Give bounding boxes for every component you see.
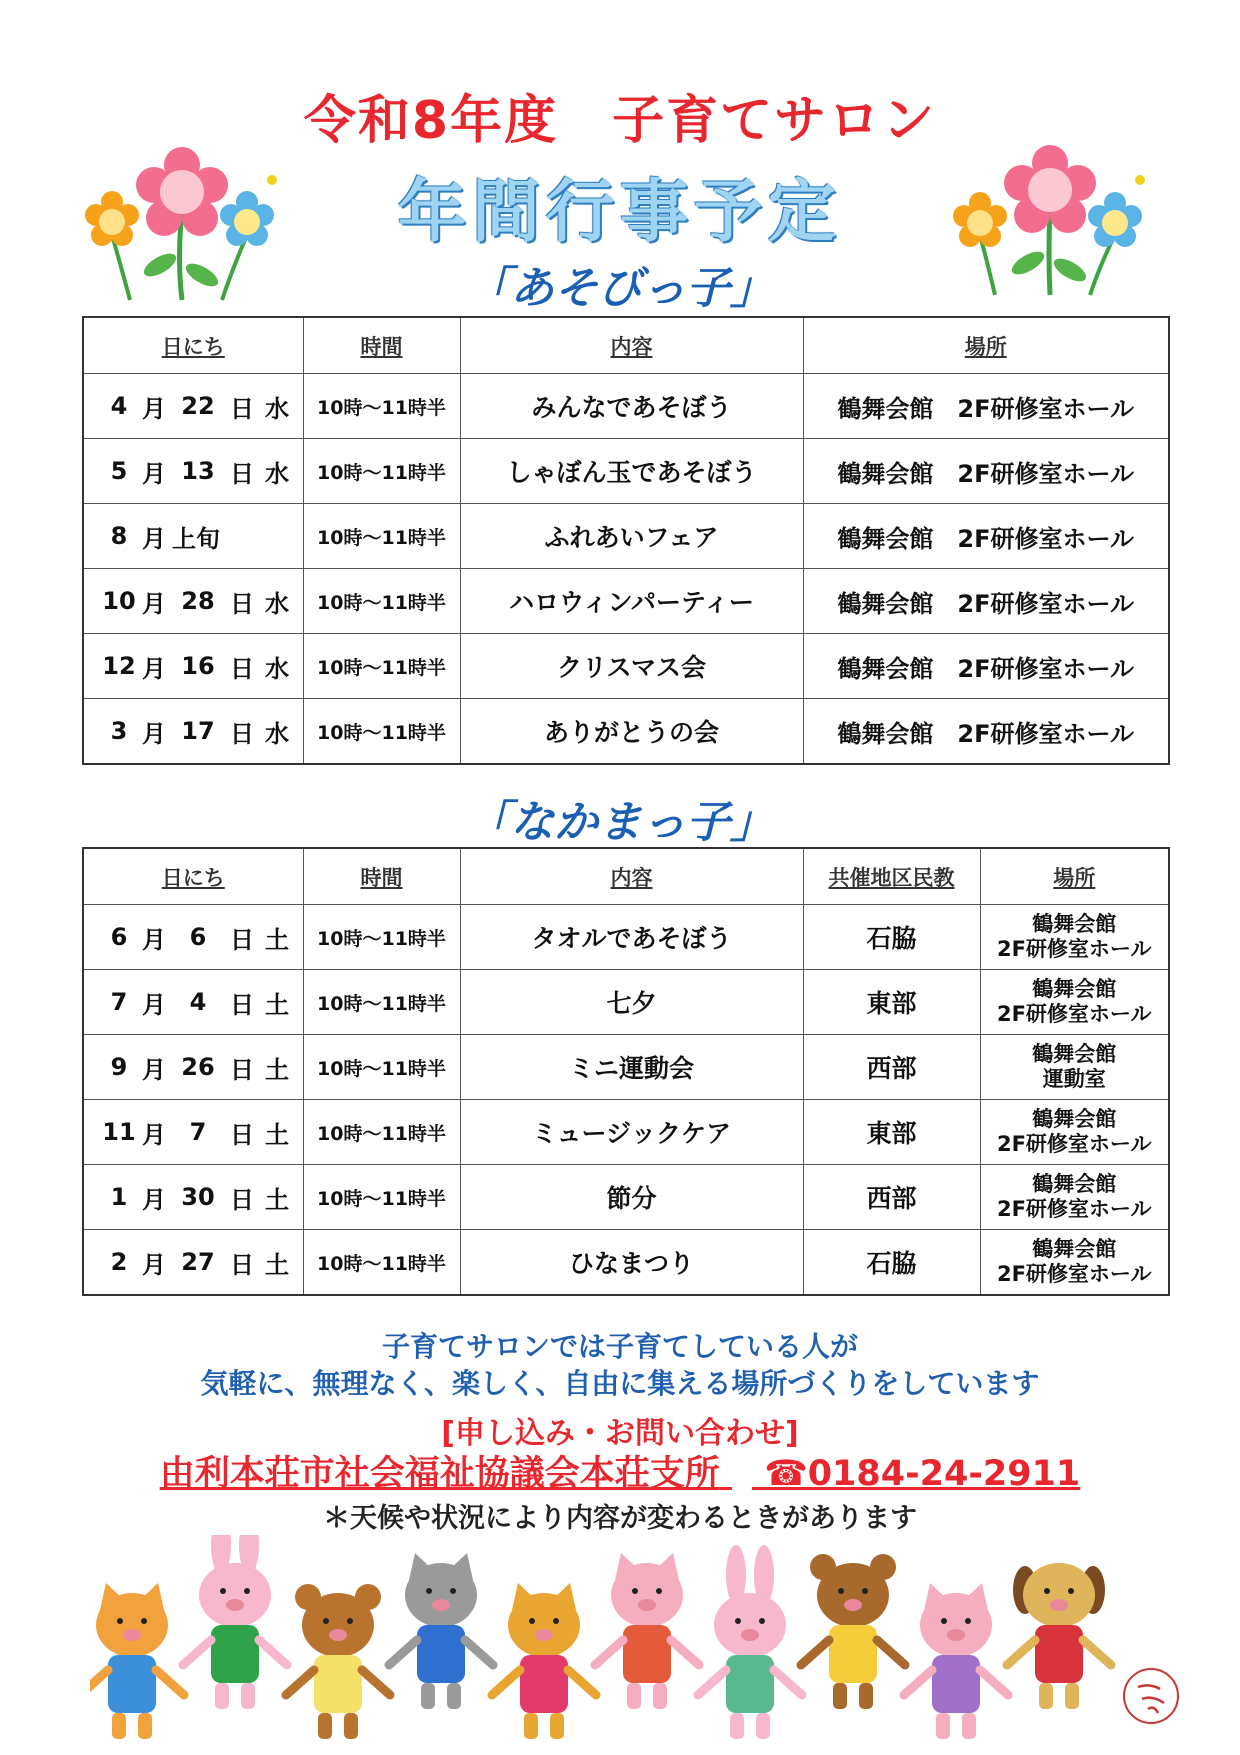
time-cell: 10時～11時半 — [303, 1035, 460, 1100]
place-line: 鶴舞会館 — [1032, 977, 1117, 1001]
date-cell — [83, 905, 303, 970]
date-cell — [83, 970, 303, 1035]
month: 12 — [102, 652, 136, 680]
content-cell: ふれあいフェア — [460, 504, 803, 569]
table-row — [83, 699, 1169, 765]
column-header: 内容 — [460, 317, 803, 374]
district-cell: 東部 — [803, 970, 980, 1035]
contact-organization: 由利本荘市社会福祉協議会本荘支所 — [159, 1454, 720, 1494]
place-line: 運動室 — [1042, 1067, 1106, 1091]
table-row — [83, 1035, 1169, 1100]
animal-figure — [492, 1583, 596, 1739]
content-cell: ひなまつり — [460, 1230, 803, 1296]
month-unit: 月 — [142, 654, 166, 683]
stamp-seal-icon — [1120, 1665, 1182, 1727]
month-unit: 月 — [142, 1120, 166, 1149]
day: 17 — [181, 717, 215, 745]
place-cell — [980, 970, 1169, 1035]
day: 28 — [181, 587, 215, 615]
district-cell: 西部 — [803, 1035, 980, 1100]
column-header: 場所 — [980, 848, 1169, 905]
weekday: 水 — [265, 459, 289, 488]
place-line: 2F研修室ホール — [996, 937, 1152, 961]
place-cell: 鶴舞会館 2F研修室ホール — [803, 374, 1169, 439]
table-header-row — [83, 317, 1169, 374]
month: 4 — [110, 392, 128, 420]
page-title: 令和8年度 子育てサロン — [303, 91, 937, 151]
content-cell: ありがとうの会 — [460, 699, 803, 765]
section-heading-nakamakko: 「なかまっ子」 — [466, 797, 774, 848]
date-cell — [83, 1230, 303, 1296]
time-cell: 10時～11時半 — [303, 634, 460, 699]
column-header: 日にち — [83, 848, 303, 905]
date-cell — [83, 439, 303, 504]
day: 6 — [189, 923, 207, 951]
content-cell: 七夕 — [460, 970, 803, 1035]
table-header-row — [83, 848, 1169, 905]
day: 4 — [189, 988, 207, 1016]
column-header: 時間 — [303, 848, 460, 905]
place-line: 鶴舞会館 — [1032, 1172, 1117, 1196]
day-unit: 日 — [230, 654, 254, 683]
day-unit: 日 — [230, 925, 254, 954]
day-unit: 日 — [230, 459, 254, 488]
time-cell: 10時～11時半 — [303, 1230, 460, 1296]
district-cell: 西部 — [803, 1165, 980, 1230]
place-cell: 鶴舞会館 2F研修室ホール — [803, 504, 1169, 569]
month: 9 — [110, 1053, 128, 1081]
month: 11 — [102, 1118, 136, 1146]
district-cell: 石脇 — [803, 905, 980, 970]
column-header: 場所 — [803, 317, 1169, 374]
date-cell — [83, 1035, 303, 1100]
day: 30 — [181, 1183, 215, 1211]
day-unit: 日 — [230, 990, 254, 1019]
month-unit: 月 — [142, 394, 166, 423]
schedule-table-asobikko — [82, 316, 1170, 765]
month: 5 — [110, 457, 128, 485]
month-unit: 月 — [142, 1250, 166, 1279]
place-cell: 鶴舞会館 2F研修室ホール — [803, 439, 1169, 504]
district-cell: 石脇 — [803, 1230, 980, 1296]
content-cell: ミュージックケア — [460, 1100, 803, 1165]
place-line: 鶴舞会館 — [1032, 912, 1117, 936]
animal-figure — [698, 1545, 802, 1739]
content-cell: タオルであそぼう — [460, 905, 803, 970]
time-cell: 10時～11時半 — [303, 905, 460, 970]
table-row — [83, 439, 1169, 504]
weekday: 土 — [265, 925, 289, 954]
month-unit: 月 — [142, 990, 166, 1019]
content-cell: 節分 — [460, 1165, 803, 1230]
day: 7 — [189, 1118, 207, 1146]
district-cell: 東部 — [803, 1100, 980, 1165]
contact-phone: ☎0184-24-2911 — [764, 1454, 1081, 1494]
weekday: 土 — [265, 1250, 289, 1279]
place-line: 2F研修室ホール — [996, 1002, 1152, 1026]
day-unit: 日 — [230, 719, 254, 748]
month: 10 — [102, 587, 136, 615]
place-cell — [980, 1035, 1169, 1100]
day: 22 — [181, 392, 215, 420]
contact-heading: [申し込み・お問い合わせ] — [441, 1416, 799, 1451]
date-cell — [83, 1165, 303, 1230]
month-unit: 月 — [142, 589, 166, 618]
animal-figure — [90, 1583, 184, 1739]
day: 26 — [181, 1053, 215, 1081]
time-cell: 10時～11時半 — [303, 504, 460, 569]
footnote: ＊天候や状況により内容が変わるときがあります — [323, 1503, 917, 1534]
animal-parade-icon — [90, 1535, 1170, 1745]
place-cell: 鶴舞会館 2F研修室ホール — [803, 699, 1169, 765]
table-row — [83, 374, 1169, 439]
month: 3 — [110, 717, 128, 745]
animal-figure — [801, 1554, 905, 1709]
section-heading-asobikko: 「あそびっ子」 — [466, 263, 774, 314]
animal-figure — [286, 1584, 390, 1739]
place-cell — [980, 1165, 1169, 1230]
table-row — [83, 569, 1169, 634]
weekday: 水 — [265, 654, 289, 683]
place-cell — [980, 905, 1169, 970]
animal-figure — [904, 1583, 1008, 1739]
date-cell — [83, 634, 303, 699]
table-row — [83, 1165, 1169, 1230]
place-cell — [980, 1100, 1169, 1165]
month-unit: 月 — [142, 524, 166, 553]
schedule-table-nakamakko — [82, 847, 1170, 1296]
table-row — [83, 905, 1169, 970]
content-cell: しゃぼん玉であそぼう — [460, 439, 803, 504]
contact-info — [0, 1446, 1240, 1496]
table-row — [83, 970, 1169, 1035]
page-subtitle: 年間行事予定 — [397, 173, 842, 252]
time-cell: 10時～11時半 — [303, 439, 460, 504]
day-unit: 日 — [230, 1185, 254, 1214]
day-unit: 日 — [230, 589, 254, 618]
animal-figure — [389, 1553, 493, 1709]
message-line: 子育てサロンでは子育てしている人が — [381, 1330, 858, 1363]
date-cell — [83, 699, 303, 765]
day: 16 — [181, 652, 215, 680]
month-unit: 月 — [142, 1185, 166, 1214]
weekday: 水 — [265, 589, 289, 618]
content-cell: ミニ運動会 — [460, 1035, 803, 1100]
month: 7 — [110, 988, 128, 1016]
column-header: 内容 — [460, 848, 803, 905]
month: 6 — [110, 923, 128, 951]
place-line: 鶴舞会館 — [1032, 1107, 1117, 1131]
place-cell: 鶴舞会館 2F研修室ホール — [803, 634, 1169, 699]
weekday: 水 — [265, 719, 289, 748]
weekday: 土 — [265, 1120, 289, 1149]
period: 上旬 — [172, 524, 220, 553]
day: 13 — [181, 457, 215, 485]
weekday: 水 — [265, 394, 289, 423]
date-cell — [83, 569, 303, 634]
month-unit: 月 — [142, 719, 166, 748]
time-cell: 10時～11時半 — [303, 699, 460, 765]
place-line: 鶴舞会館 — [1032, 1237, 1117, 1261]
column-header: 日にち — [83, 317, 303, 374]
weekday: 土 — [265, 1185, 289, 1214]
content-cell: クリスマス会 — [460, 634, 803, 699]
time-cell: 10時～11時半 — [303, 569, 460, 634]
table-row — [83, 1100, 1169, 1165]
animal-figure — [1007, 1563, 1111, 1709]
time-cell: 10時～11時半 — [303, 374, 460, 439]
month: 2 — [110, 1248, 128, 1276]
month-unit: 月 — [142, 925, 166, 954]
place-line: 2F研修室ホール — [996, 1197, 1152, 1221]
content-cell: ハロウィンパーティー — [460, 569, 803, 634]
column-header: 共催地区民教 — [803, 848, 980, 905]
date-cell — [83, 374, 303, 439]
weekday: 土 — [265, 990, 289, 1019]
animal-figure — [183, 1535, 287, 1709]
column-header: 時間 — [303, 317, 460, 374]
month-unit: 月 — [142, 459, 166, 488]
time-cell: 10時～11時半 — [303, 1165, 460, 1230]
place-line: 2F研修室ホール — [996, 1262, 1152, 1286]
place-cell: 鶴舞会館 2F研修室ホール — [803, 569, 1169, 634]
table-row — [83, 1230, 1169, 1296]
day: 27 — [181, 1248, 215, 1276]
day-unit: 日 — [230, 1055, 254, 1084]
place-line: 2F研修室ホール — [996, 1132, 1152, 1156]
day-unit: 日 — [230, 1120, 254, 1149]
month: 8 — [110, 522, 128, 550]
weekday: 土 — [265, 1055, 289, 1084]
table-row — [83, 504, 1169, 569]
time-cell: 10時～11時半 — [303, 1100, 460, 1165]
month: 1 — [110, 1183, 128, 1211]
date-cell — [83, 504, 303, 569]
place-line: 鶴舞会館 — [1032, 1042, 1117, 1066]
animal-figure — [595, 1553, 699, 1709]
content-cell: みんなであそぼう — [460, 374, 803, 439]
time-cell: 10時～11時半 — [303, 970, 460, 1035]
day-unit: 日 — [230, 394, 254, 423]
table-row — [83, 634, 1169, 699]
month-unit: 月 — [142, 1055, 166, 1084]
message-line: 気軽に、無理なく、楽しく、自由に集える場所づくりをしています — [200, 1367, 1040, 1400]
day-unit: 日 — [230, 1250, 254, 1279]
date-cell — [83, 1100, 303, 1165]
place-cell — [980, 1230, 1169, 1296]
